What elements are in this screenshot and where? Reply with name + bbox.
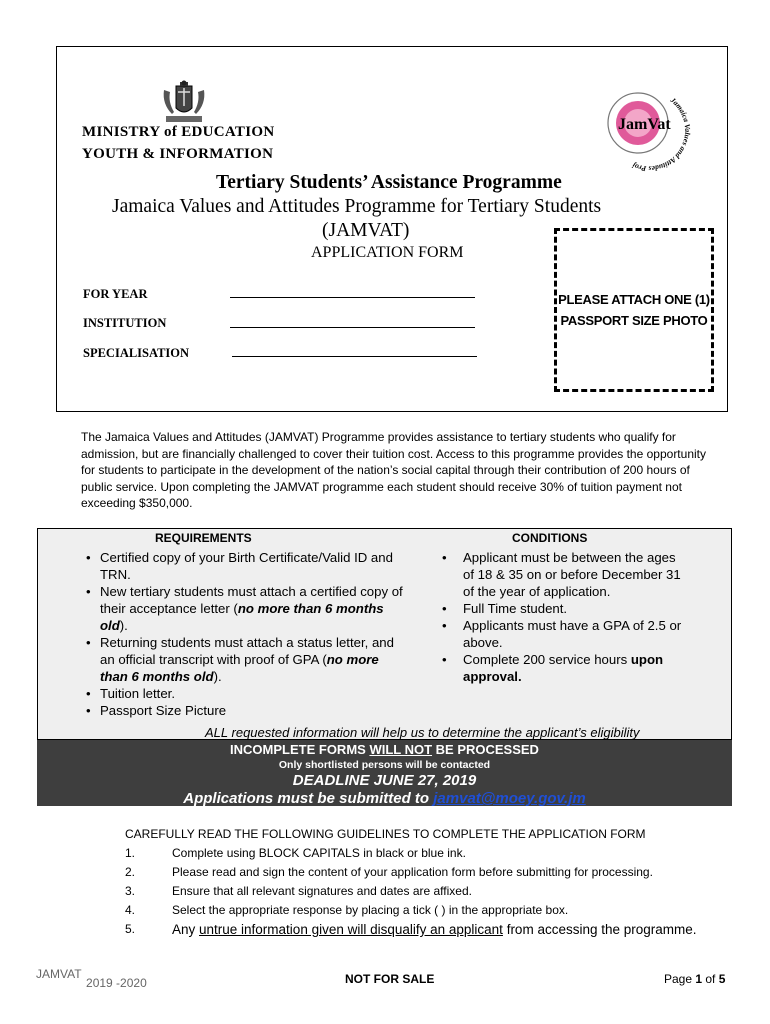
coat-of-arms-icon <box>158 80 210 128</box>
list-item: 3. Ensure that all relevant signatures and dates are affixed. <box>125 884 472 898</box>
requirements-heading: REQUIREMENTS <box>155 531 252 545</box>
form-title: Tertiary Students’ Assistance Programme <box>216 172 562 193</box>
institution-input[interactable] <box>230 327 475 328</box>
list-item: • New tertiary students must attach a certified copy of their acceptance letter (no more than 6 months old). <box>86 583 406 634</box>
conditions-list <box>442 549 687 685</box>
incomplete-forms-notice: INCOMPLETE FORMS WILL NOT BE PROCESSED <box>230 742 539 757</box>
ministry-name-line1: MINISTRY of EDUCATION <box>82 124 275 140</box>
institution-label: INSTITUTION <box>83 316 167 330</box>
logo-jamvat-text: JamVat <box>618 116 671 133</box>
specialisation-input[interactable] <box>232 356 477 357</box>
footer-left: JAMVAT $_{2019 -2020}$ <box>36 967 147 990</box>
list-item: 4. Select the appropriate response by placing a tick ( ) in the appropriate box. <box>125 903 569 917</box>
submission-notice: Applications must be submitted to jamvat@moey.gov.jm <box>183 790 586 807</box>
passport-photo-box[interactable] <box>554 228 714 392</box>
for-year-label: FOR YEAR <box>83 287 148 301</box>
logo-ring-text: Jamaica Values and Attitudes Proj <box>630 95 693 173</box>
form-subtitle: Jamaica Values and Attitudes Programme for Tertiary Students <box>112 196 602 217</box>
list-item: • Tuition letter. <box>86 685 406 702</box>
list-item: • Passport Size Picture <box>86 702 406 719</box>
requirements-list <box>86 549 406 719</box>
photo-instruction-line1: PLEASE ATTACH ONE (1) <box>558 292 710 307</box>
list-item: 1. Complete using BLOCK CAPITALS in black or blue ink. <box>125 846 466 860</box>
list-item: • Complete 200 service hours upon approval. <box>442 651 687 685</box>
footer-page-number: Page 1 of 5 <box>664 972 726 986</box>
deadline-notice: DEADLINE JUNE 27, 2019 <box>292 772 477 789</box>
ministry-name-line2: YOUTH & INFORMATION <box>82 146 274 162</box>
jamvat-logo <box>594 83 694 173</box>
intro-paragraph: The Jamaica Values and Attitudes (JAMVAT) Programme provides assistance to tertiary students who qualify for admission, but are financially challenged to cover their tuition cost. Access to this programme provides the opportunity for students to participate in the development of the nation’s social capital through their contribution of 200 hours of public service. Upon completing the JAMVAT programme each student should receive 30% of tuition payment not exceeding $350,000. <box>81 430 706 510</box>
guidelines-heading: CAREFULLY READ THE FOLLOWING GUIDELINES TO COMPLETE THE APPLICATION FORM <box>125 827 646 841</box>
shortlisted-notice: Only shortlisted persons will be contacted <box>278 759 491 771</box>
list-item: • Applicant must be between the ages of 18 & 35 on or before December 31 of the year of application. <box>442 549 687 600</box>
footer-not-for-sale: NOT FOR SALE <box>345 972 435 986</box>
list-item: • Certified copy of your Birth Certificate/Valid ID and TRN. <box>86 549 406 583</box>
specialisation-label: SPECIALISATION <box>83 346 190 360</box>
photo-instruction-line2: PASSPORT SIZE PHOTO <box>560 313 708 328</box>
for-year-input[interactable] <box>230 297 475 298</box>
conditions-heading: CONDITIONS <box>512 531 588 545</box>
guidelines-list <box>125 844 725 939</box>
submission-email-link[interactable]: jamvat@moey.gov.jm <box>433 790 586 807</box>
list-item: • Returning students must attach a status letter, and an official transcript with proof of GPA (no more than 6 months old). <box>86 634 406 685</box>
form-name: APPLICATION FORM <box>311 244 464 261</box>
list-item: 2. Please read and sign the content of your application form before submitting for processing. <box>125 865 653 879</box>
form-acronym: (JAMVAT) <box>322 220 410 241</box>
list-item: • Full Time student. <box>442 600 687 617</box>
eligibility-note: ALL requested information will help us to determine the applicant’s eligibility <box>205 725 640 740</box>
list-item: • Applicants must have a GPA of 2.5 or above. <box>442 617 687 651</box>
list-item: 5. Any untrue information given will disqualify an applicant from accessing the programme. <box>125 922 697 937</box>
